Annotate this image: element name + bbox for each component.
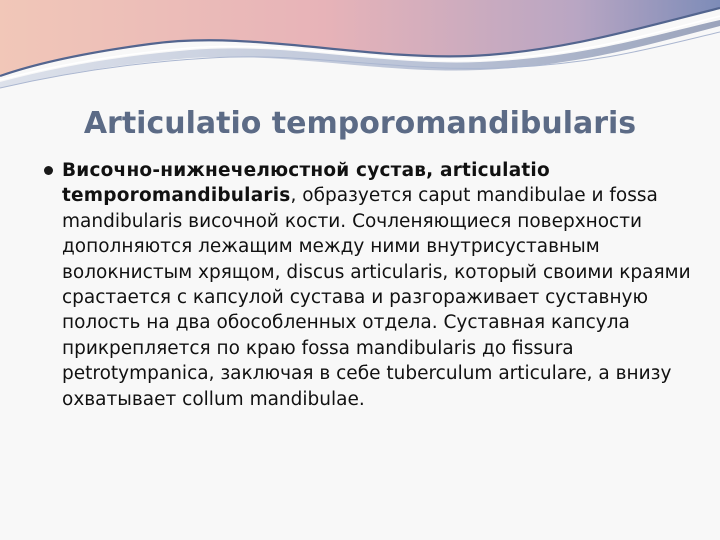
slide-title: Articulatio temporomandibularis [83, 106, 637, 141]
bullet-text [62, 158, 694, 412]
bullet-item [44, 158, 694, 412]
bullet-dot-icon [44, 166, 53, 175]
decorative-wave-header [0, 0, 720, 90]
bullet-body-text: , образуется caput mandibulae и fossa mandibularis височной кости. Сочленяющиеся поверхности дополняются лежащим между ними внутрисуставным волокнистым хрящом, discus articularis, который своими краями срастается с капсулой сустава и разгораживает суставную полость на два обособленных отдела. Суставная капсула прикрепляется по краю fossa mandibularis до fissura petrotympanica, заключая в себе tuberculum articulare, а внизу охватывает collum mandibulae. [62, 185, 691, 410]
slide-body [44, 158, 694, 412]
bullet-bold-lead: Височно-нижнечелюстной сустав, articulatio temporomandibularis [62, 160, 550, 207]
